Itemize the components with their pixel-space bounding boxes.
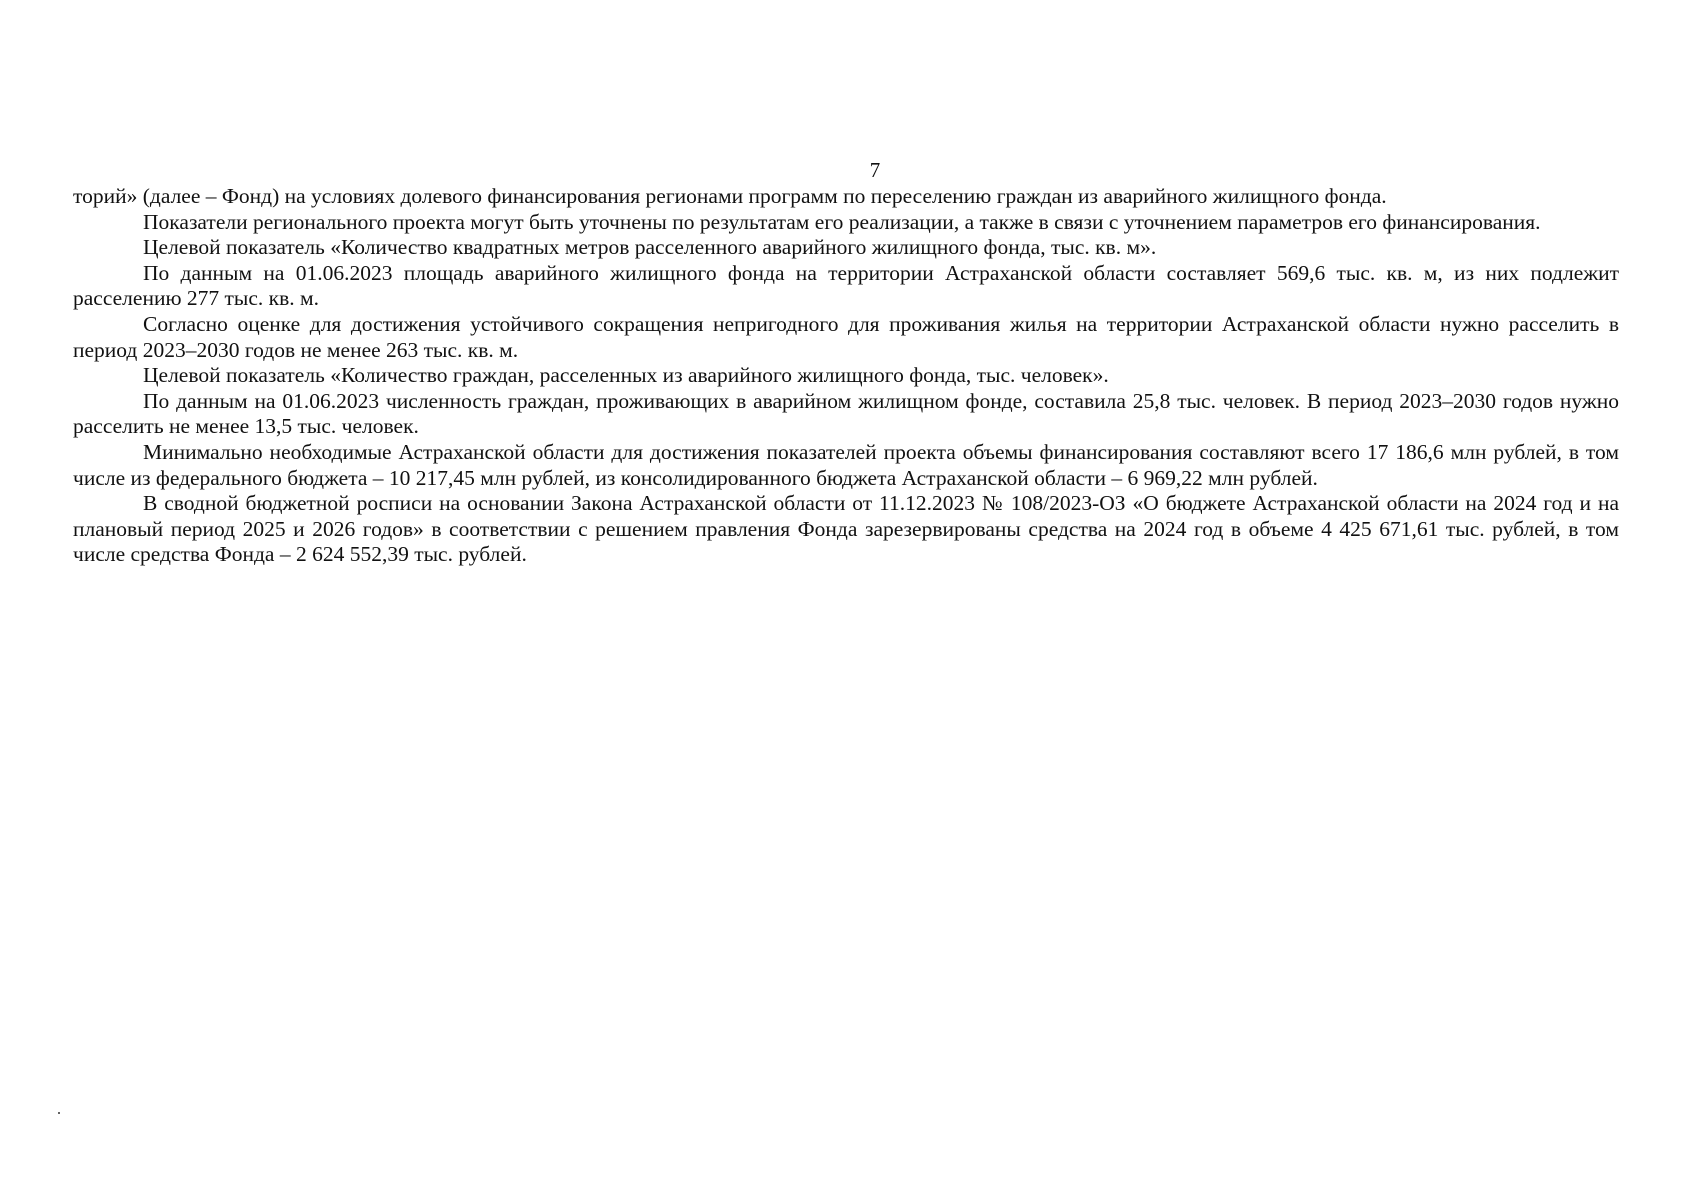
paragraph-budget: В сводной бюджетной росписи на основании Закона Астраханской области от 11.12.2023 № 108/2023-ОЗ «О бюджете Астраханской области на 2024 год и на плановый период 2025 и 2026 годов» в соответствии с решением правления Фонда зарезервированы средства на 2024 год в объеме 4 425 671,61 тыс. рублей, в том числе средства Фонда – 2 624 552,39 тыс. рублей. [73, 491, 1619, 567]
paragraph-continuation: торий» (далее – Фонд) на условиях долевого финансирования регионами программ по переселению граждан из аварийного жилищного фонда. [73, 184, 1387, 208]
paragraph-area-assessment: Согласно оценке для достижения устойчивого сокращения непригодного для проживания жилья на территории Астраханской области нужно расселить в период 2023–2030 годов не менее 263 тыс. кв. м. [73, 311, 1619, 362]
page-number: 7 [869, 158, 881, 182]
paragraph-target-citizens: Целевой показатель «Количество граждан, расселенных из аварийного жилищного фонда, тыс. человек». [143, 363, 1109, 388]
paragraph-citizens-data: По данным на 01.06.2023 численность граждан, проживающих в аварийном жилищном фонде, составила 25,8 тыс. человек. В период 2023–2030 годов нужно расселить не менее 13,5 тыс. человек. [73, 388, 1619, 439]
paragraph-area-data: По данным на 01.06.2023 площадь аварийного жилищного фонда на территории Астраханской области составляет 569,6 тыс. кв. м, из них подлежит расселению 277 тыс. кв. м. [73, 260, 1619, 311]
scan-artifact-dot [58, 1112, 60, 1114]
paragraph-target-area: Целевой показатель «Количество квадратных метров расселенного аварийного жилищного фонда, тыс. кв. м». [143, 235, 1157, 260]
document-body [73, 184, 1619, 568]
paragraph-indicators-note: Показатели регионального проекта могут быть уточнены по результатам его реализации, а также в связи с уточнением параметров его финансирования. [143, 209, 1541, 234]
paragraph-financing: Минимально необходимые Астраханской области для достижения показателей проекта объемы финансирования составляют всего 17 186,6 млн рублей, в том числе из федерального бюджета – 10 217,45 млн рублей, из консолидированного бюджета Астраханской области – 6 969,22 млн рублей. [73, 439, 1619, 490]
